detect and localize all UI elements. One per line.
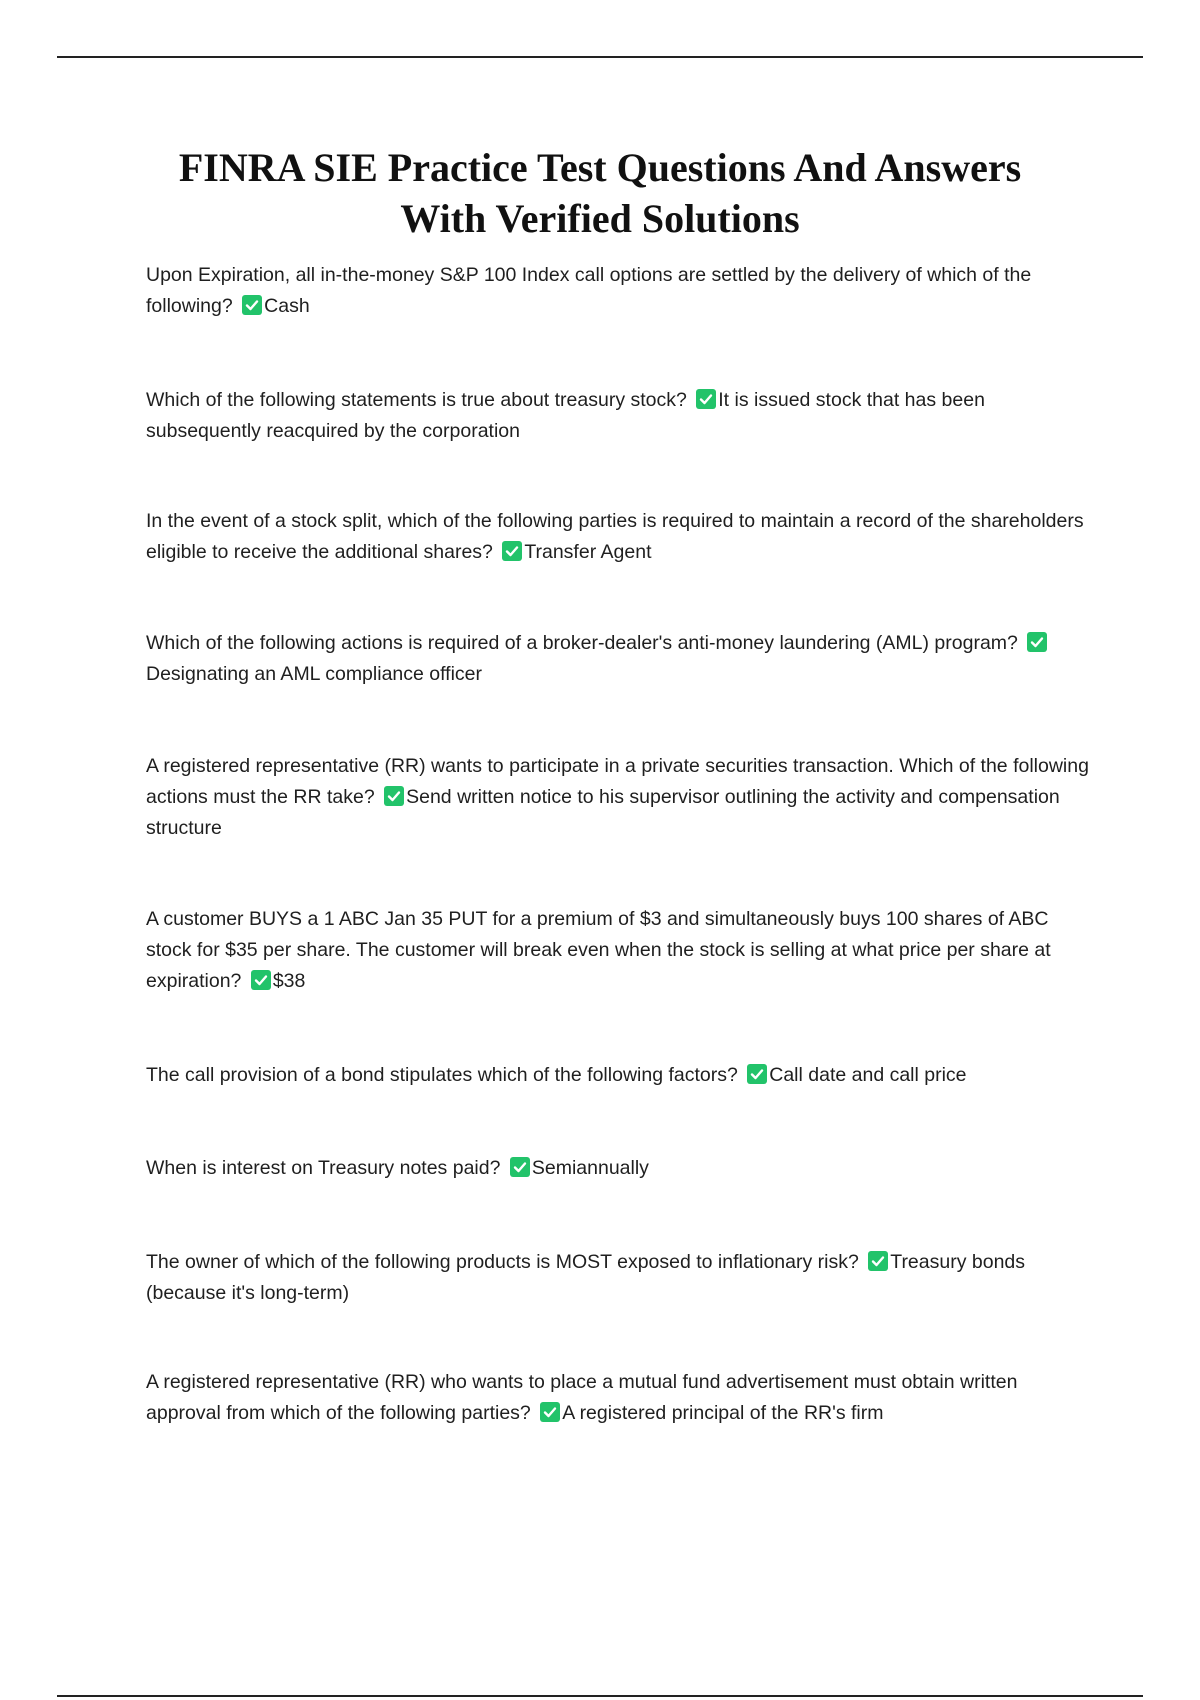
- qa-item: [146, 751, 1091, 844]
- qa-item: [146, 385, 1091, 447]
- question-text: Which of the following statements is true about treasury stock?: [146, 389, 687, 411]
- question-text: Upon Expiration, all in-the-money S&P 100 Index call options are settled by the delivery of which of the following?: [146, 264, 1032, 317]
- answer-text: Designating an AML compliance officer: [146, 663, 483, 685]
- top-rule: [57, 56, 1143, 58]
- question-text: A registered representative (RR) who wants to place a mutual fund advertisement must obtain written approval from which of the following parties?: [146, 1371, 1018, 1424]
- question-text: A registered representative (RR) wants to participate in a private securities transaction. Which of the following actions must the RR take?: [146, 755, 1089, 808]
- question-text: The owner of which of the following products is MOST exposed to inflationary risk?: [146, 1251, 859, 1273]
- check-mark-icon: [384, 786, 404, 806]
- check-mark-icon: [502, 541, 522, 561]
- answer-text: Cash: [264, 295, 310, 317]
- check-mark-icon: [510, 1157, 530, 1177]
- qa-item: [146, 904, 1091, 997]
- answer-text: Send written notice to his supervisor outlining the activity and compensation structure: [146, 786, 1060, 839]
- check-mark-icon: [1027, 632, 1047, 652]
- question-text: When is interest on Treasury notes paid?: [146, 1157, 501, 1179]
- document-title: [120, 142, 1080, 244]
- qa-item: [146, 1367, 1091, 1429]
- answer-text: It is issued stock that has been subsequently reacquired by the corporation: [146, 389, 985, 442]
- check-mark-icon: [747, 1064, 767, 1084]
- answer-text: Semiannually: [531, 1157, 649, 1179]
- qa-item: [146, 628, 1091, 690]
- title-line-2: With Verified Solutions: [400, 196, 800, 241]
- question-text: Which of the following actions is required of a broker-dealer's anti-money laundering (AML) program?: [146, 632, 1018, 654]
- answer-text: Call date and call price: [769, 1064, 967, 1086]
- answer-text: Treasury bonds (because it's long-term): [146, 1251, 1026, 1304]
- question-text: A customer BUYS a 1 ABC Jan 35 PUT for a premium of $3 and simultaneously buys 100 shares of ABC stock for $35 per share. The customer will break even when the stock is selling at what price per share at expiration?: [146, 908, 1051, 992]
- qa-item: [146, 260, 1091, 322]
- qa-item: [146, 1153, 1091, 1184]
- answer-text: Transfer Agent: [524, 541, 652, 563]
- qa-item: [146, 1060, 1091, 1091]
- check-mark-icon: [868, 1251, 888, 1271]
- question-text: In the event of a stock split, which of the following parties is required to maintain a record of the shareholders eligible to receive the additional shares?: [146, 510, 1084, 563]
- question-text: The call provision of a bond stipulates which of the following factors?: [146, 1064, 738, 1086]
- check-mark-icon: [242, 295, 262, 315]
- bottom-rule: [57, 1695, 1143, 1697]
- answer-text: $38: [272, 970, 306, 992]
- qa-item: [146, 506, 1091, 568]
- check-mark-icon: [540, 1402, 560, 1422]
- check-mark-icon: [696, 389, 716, 409]
- answer-text: A registered principal of the RR's firm: [562, 1402, 884, 1424]
- qa-item: [146, 1247, 1091, 1309]
- title-line-1: FINRA SIE Practice Test Questions And Answers: [178, 145, 1022, 190]
- check-mark-icon: [251, 970, 271, 990]
